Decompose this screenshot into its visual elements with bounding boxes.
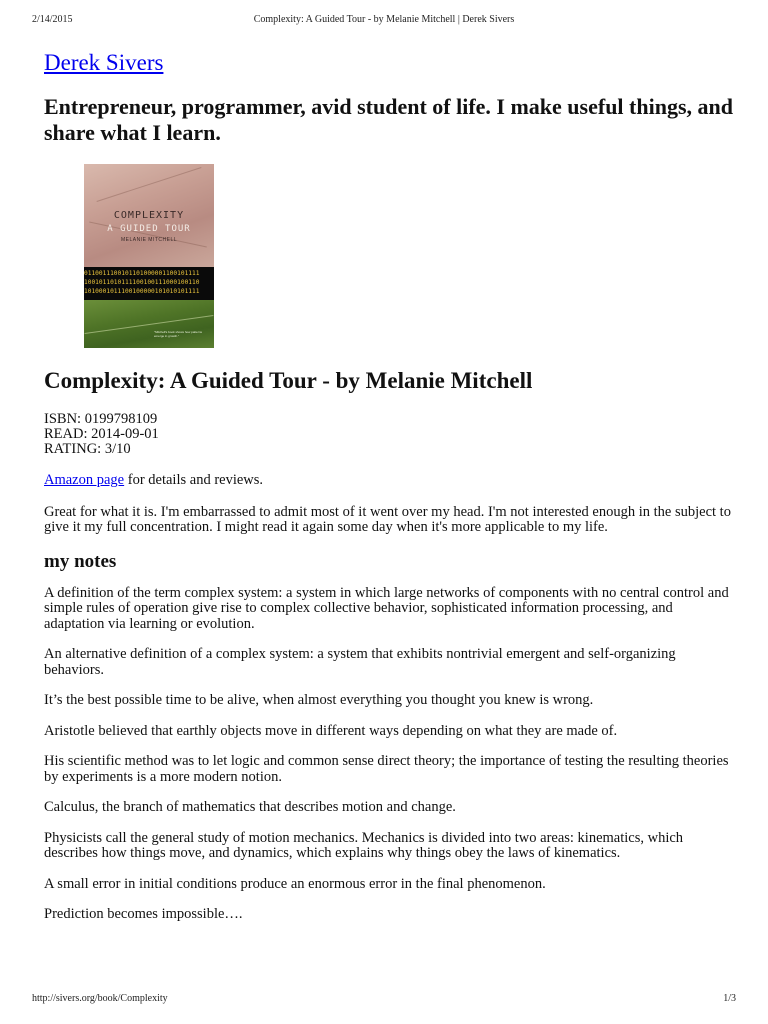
page-content (44, 48, 734, 923)
print-date: 2/14/2015 (32, 14, 73, 25)
note-item: Physicists call the general study of motion mechanics. Mechanics is divided into two areas: kinematics, which describes how things move, and dynamics, which explains why things obey the laws of kinematics. (44, 829, 684, 861)
note-item: Calculus, the branch of mathematics that describes motion and change. (44, 799, 456, 815)
note-item: An alternative definition of a complex system: a system that exhibits nontrivial emergent and self-organizing behaviors. (44, 646, 676, 678)
cover-title: COMPLEXITY (113, 210, 185, 221)
review-paragraph: Great for what it is. I'm embarrassed to admit most of it went over my head. I'm not interested enough in the subject to give it my full concentration. I might read it again some day when it's more applicable to my life. (44, 503, 731, 535)
note-item: Prediction becomes impossible…. (44, 906, 243, 922)
cover-quote: "Mitchell's book shows how patterns emerge in growth." (154, 330, 202, 338)
notes-heading: my notes (44, 550, 117, 572)
note-item: A definition of the term complex system: a system in which large networks of components with no central control and simple rules of operation give rise to complex collective behavior, sophisticated information processing, and adaptation via learning or evolution. (44, 584, 729, 632)
print-url: http://sivers.org/book/Complexity (32, 993, 168, 1004)
cover-binary-line: 0110011100101101000001100101111 (84, 270, 200, 277)
amazon-page-link[interactable]: Amazon page (44, 472, 125, 488)
note-item: It’s the best possible time to be alive, when almost everything you thought you knew is wrong. (44, 692, 594, 708)
book-title: Complexity: A Guided Tour - by Melanie Mitchell (44, 368, 533, 393)
cover-binary-band (84, 267, 214, 300)
site-title-link[interactable]: Derek Sivers (44, 50, 164, 75)
amazon-paragraph (44, 473, 734, 489)
note-item: A small error in initial conditions produce an enormous error in the final phenomenon. (44, 875, 546, 892)
book-read-date: READ: 2014-09-01 (44, 426, 159, 442)
print-header (0, 14, 768, 30)
book-cover-image (84, 164, 214, 348)
cover-author: MELANIE MITCHELL (120, 237, 178, 243)
book-rating: RATING: 3/10 (44, 441, 131, 457)
cover-binary-line: 1010001011100100000101010101111 (84, 288, 200, 295)
book-isbn: ISBN: 0199798109 (44, 411, 158, 427)
print-footer (0, 993, 768, 1009)
note-item: His scientific method was to let logic and common sense direct theory; the importance of testing the resulting theories by experiments is a more modern notion. (44, 753, 729, 785)
site-tagline: Entrepreneur, programmer, avid student of life. I make useful things, and share what I learn. (44, 94, 733, 145)
note-item: Aristotle believed that earthly objects move in different ways depending on what they are made of. (44, 722, 618, 739)
print-document-title: Complexity: A Guided Tour - by Melanie Mitchell | Derek Sivers (253, 14, 515, 25)
print-page-number: 1/3 (723, 993, 736, 1004)
cover-leaf-texture (84, 300, 214, 348)
cover-subtitle: A GUIDED TOUR (107, 224, 191, 234)
amazon-suffix-text: for details and reviews. (124, 472, 264, 488)
cover-binary-line: 1001011010111100100111000100110 (84, 279, 200, 286)
book-metadata (44, 412, 734, 457)
